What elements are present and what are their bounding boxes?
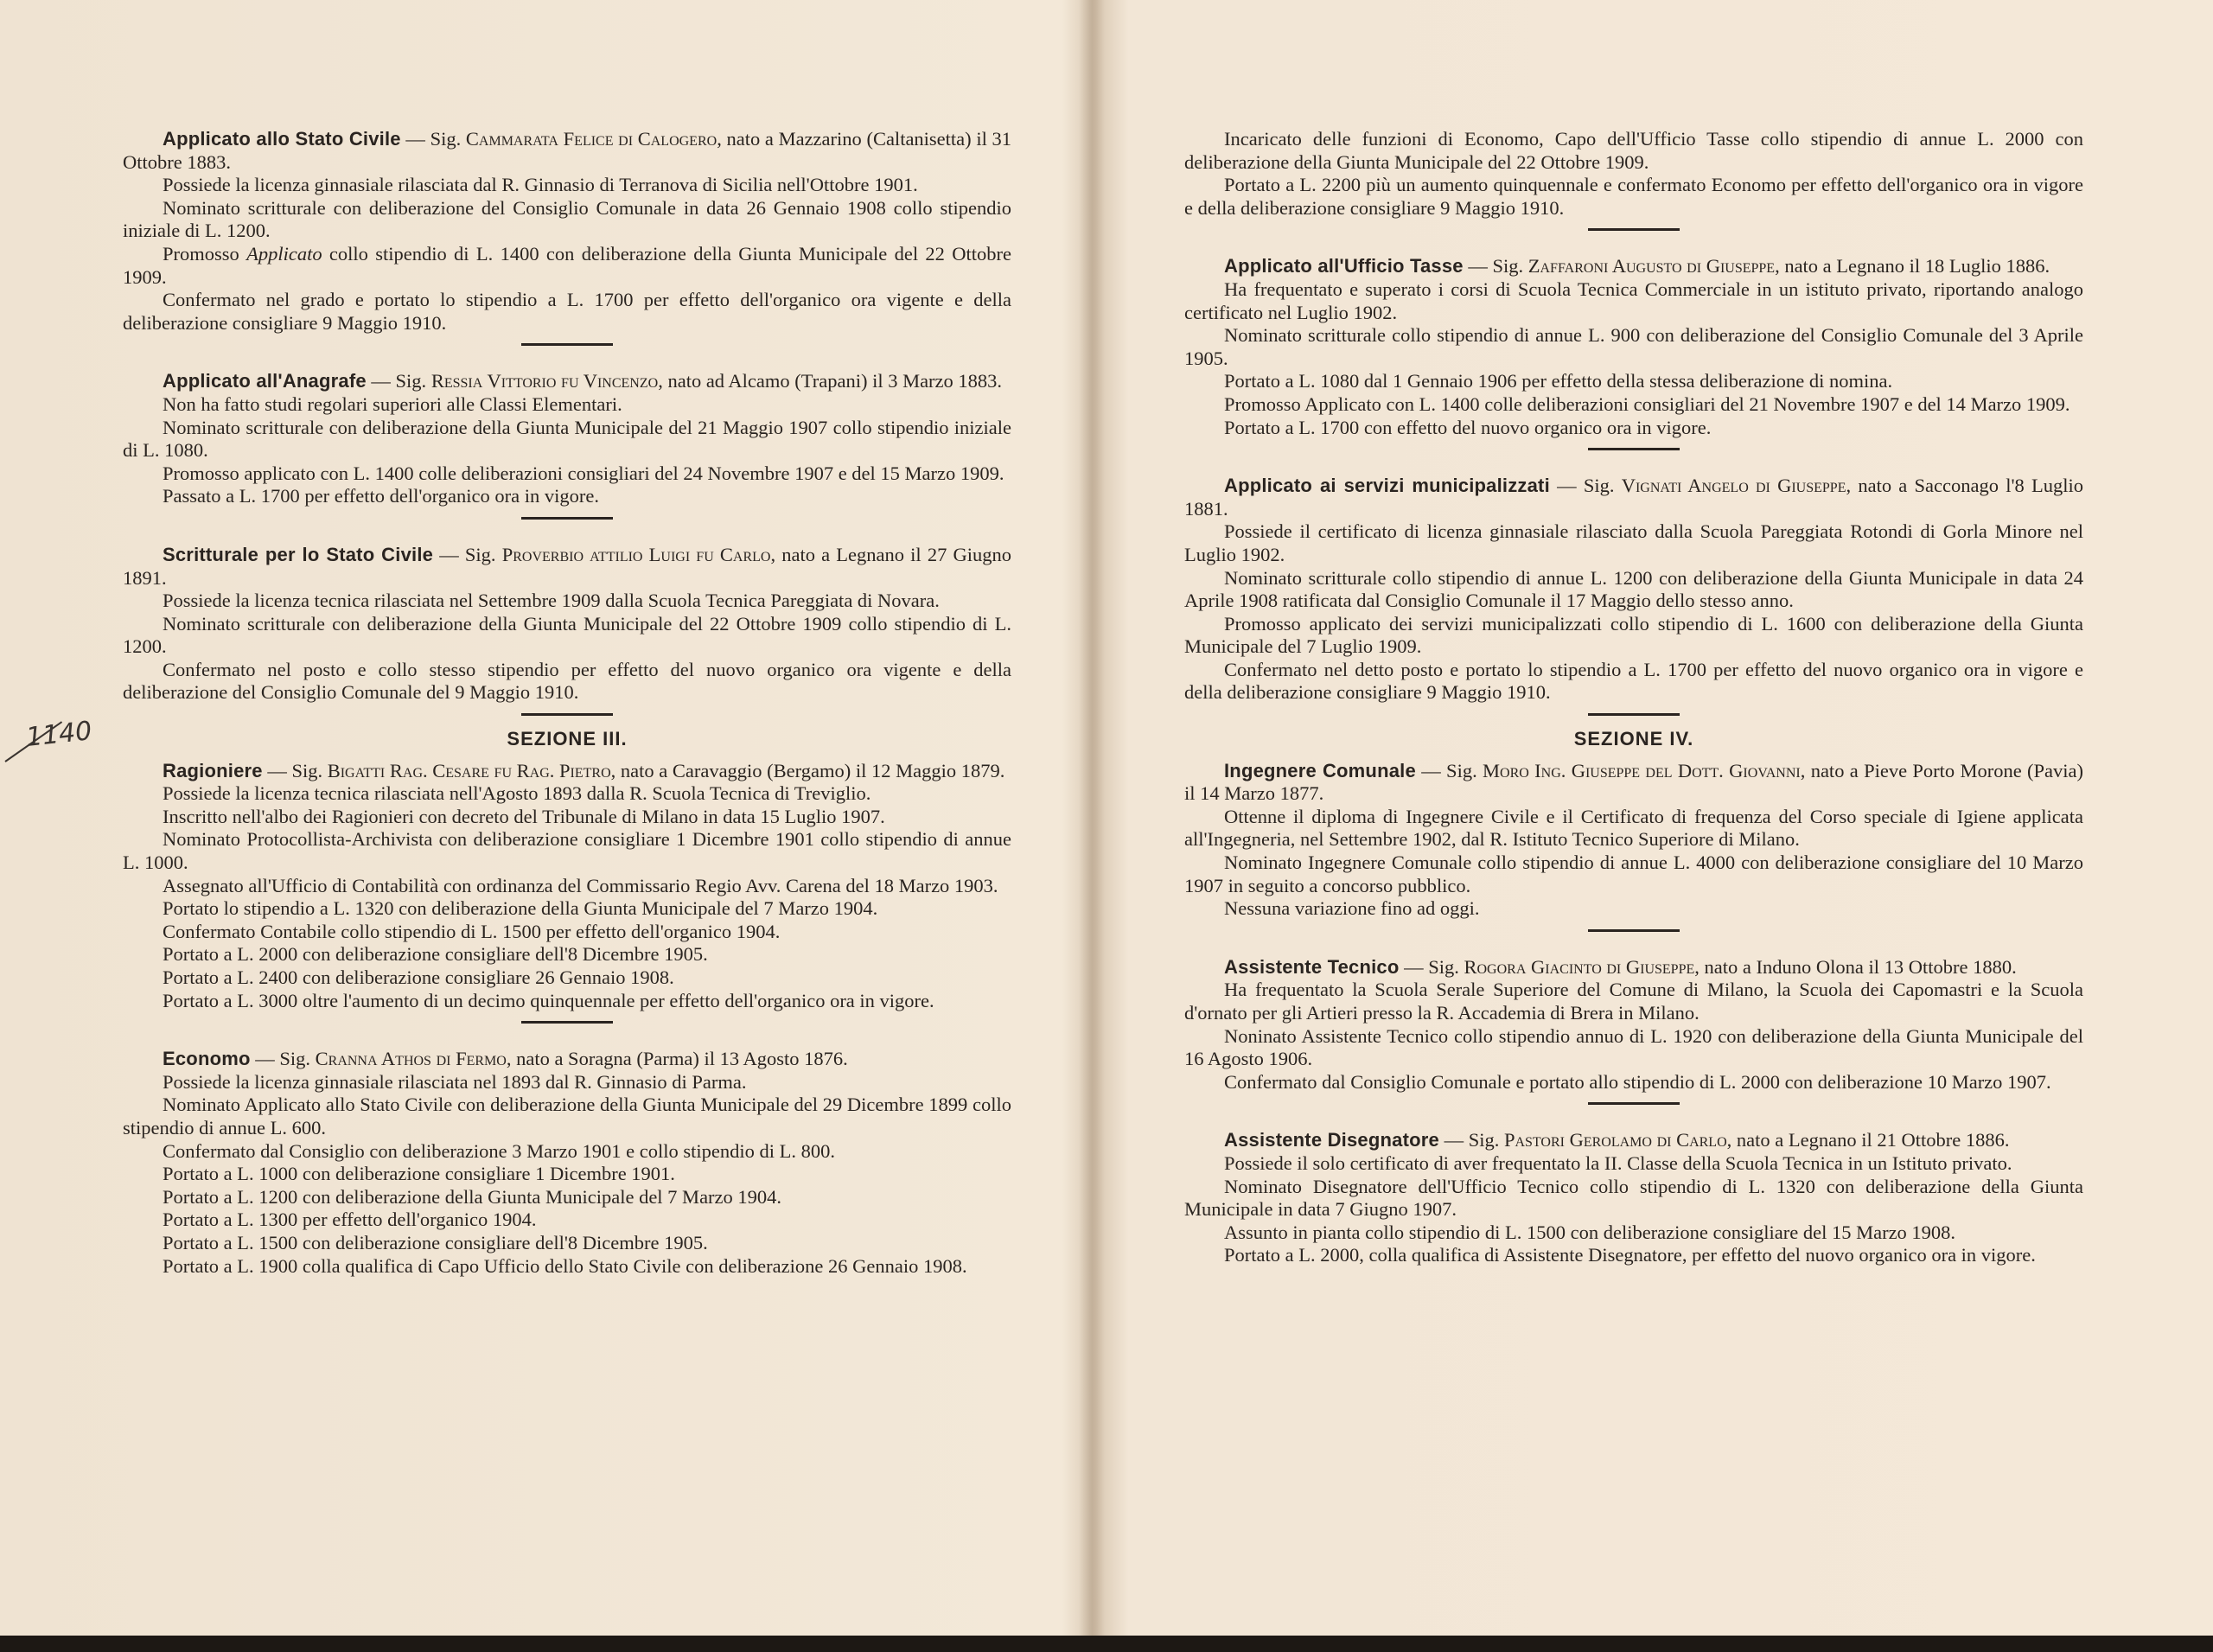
handwritten-margin-note: 1140 (24, 716, 93, 753)
paragraph: Portato a L. 1200 con deliberazione della Giunta Municipale del 7 Marzo 1904. (163, 1185, 782, 1208)
right-column (1184, 128, 2083, 1267)
paragraph: Nominato Applicato allo Stato Civile con deliberazione della Giunta Municipale del 29 Dicembre 1899 collo stipendio di annue L. 600. (123, 1094, 1011, 1139)
entry-applicato-anagrafe: Applicato all'Anagrafe — Sig. Ressia Vittorio fu Vincenzo, nato ad Alcamo (Trapani) il 3 Marzo 1883. Non ha fatto studi regolari superiori alle Classi Elementari. Nominato scritturale con deliberazione della Giunta Municipale del 21 Maggio 1907 collo stipendio iniziale di L. 1080. Promosso applicato con L. 1400 colle deliberazioni consigliari del 24 Novembre 1907 e del 15 Marzo 1909. Passato a L. 1700 per effetto dell'organico ora in vigore. (123, 370, 1011, 507)
paragraph: Ottenne il diploma di Ingegnere Civile e il Certificato di frequenza del Corso speciale di Igiene applicata all'Ingegneria, nel Settembre 1902, dal R. Istituto Tecnico Superiore di Milano. (1184, 805, 2083, 851)
entry-applicato-stato-civile: Applicato allo Stato Civile — Sig. Cammarata Felice di Calogero, nato a Mazzarino (Caltanisetta) il 31 Ottobre 1883. Possiede la licenza ginnasiale rilasciata dal R. Ginnasio di Terranova di Sicilia nell'Ottobre 1901. Nominato scritturale con deliberazione del Consiglio Comunale in data 26 Gennaio 1908 collo stipendio iniziale di L. 1200. Promosso Applicato collo stipendio di L. 1400 con deliberazione della Giunta Municipale del 22 Ottobre 1909. Confermato nel grado e portato lo stipendio a L. 1700 per effetto dell'organico ora vigente e della deliberazione consigliare 9 Maggio 1910. (123, 128, 1012, 334)
paragraph: Portato lo stipendio a L. 1320 con deliberazione della Giunta Municipale del 7 Marzo 1904. (163, 897, 878, 920)
entry-heading: Ragioniere (163, 759, 263, 781)
paragraph: Assunto in pianta collo stipendio di L. 1500 con deliberazione consigliare del 15 Marzo 1908. (1224, 1221, 1956, 1243)
entry-scritturale-stato-civile: Scritturale per lo Stato Civile — Sig. Proverbio attilio Luigi fu Carlo, nato a Legnano il 27 Giugno 1891. Possiede la licenza tecnica rilasciata nel Settembre 1909 dalla Scuola Tecnica Pareggiata di Novara. Nominato scritturale con deliberazione della Giunta Municipale del 22 Ottobre 1909 collo stipendio di L. 1200. Confermato nel posto e collo stesso stipendio per effetto del nuovo organico ora vigente e della deliberazione del Consiglio Comunale del 9 Maggio 1910. (123, 543, 1012, 704)
entry-heading: Assistente Disegnatore (1224, 1129, 1439, 1151)
paragraph: Nessuna variazione fino ad oggi. (1224, 897, 1480, 920)
paragraph: Nominato scritturale collo stipendio di annue L. 900 con deliberazione del Consiglio Comunale del 3 Aprile 1905. (1184, 324, 2083, 369)
paragraph: Possiede la licenza ginnasiale rilasciata dal R. Ginnasio di Terranova di Sicilia nell'Ottobre 1901. (163, 174, 918, 196)
paragraph: Nominato scritturale con deliberazione del Consiglio Comunale in data 26 Gennaio 1908 collo stipendio iniziale di L. 1200. (123, 196, 1011, 242)
entry-ingegnere-comunale: Ingegnere Comunale — Sig. Moro Ing. Giuseppe del Dott. Giovanni, nato a Pieve Porto Morone (Pavia) il 14 Marzo 1877. Ottenne il diploma di Ingegnere Civile e il Certificato di frequenza del Corso speciale di Igiene applicata all'Ingegneria, nel Settembre 1902, dal R. Istituto Tecnico Superiore di Milano. Nominato Ingegnere Comunale collo stipendio di annue L. 4000 con deliberazione consigliare del 10 Marzo 1907 in seguito a concorso pubblico. Nessuna variazione fino ad oggi. (1184, 759, 2084, 920)
right-page (1091, 0, 2213, 1634)
person-name: Zaffaroni Augusto di Giuseppe (1527, 255, 1776, 277)
person-name: Pastori Gerolamo di Carlo (1503, 1129, 1727, 1151)
person-name: Vignati Angelo di Giuseppe (1621, 475, 1846, 497)
paragraph: Possiede la licenza tecnica rilasciata nell'Agosto 1893 dalla R. Scuola Tecnica di Treviglio. (163, 782, 871, 805)
paragraph: Nominato Ingegnere Comunale collo stipendio di annue L. 4000 con deliberazione consigliare del 10 Marzo 1907 in seguito a concorso pubblico. (1184, 852, 2083, 896)
entry-heading: Applicato allo Stato Civile (163, 128, 401, 150)
paragraph: Portato a L. 1700 con effetto del nuovo organico ora in vigore. (1224, 416, 1712, 438)
paragraph: Confermato Contabile collo stipendio di L. 1500 per effetto dell'organico 1904. (163, 920, 781, 942)
paragraph: Possiede il certificato di licenza ginnasiale rilasciato dalla Scuola Pareggiata Rotondi di Gorla Minore nel Luglio 1902. (1184, 520, 2083, 565)
entry-heading: Applicato all'Ufficio Tasse (1224, 255, 1464, 277)
entry-heading: Scritturale per lo Stato Civile (163, 543, 434, 565)
entry-assistente-disegnatore: Assistente Disegnatore — Sig. Pastori Gerolamo di Carlo, nato a Legnano il 21 Ottobre 1886. Possiede il solo certificato di aver frequentato la II. Classe della Scuola Tecnica in un Istituto privato. Nominato Disegnatore dell'Ufficio Tecnico collo stipendio di L. 1320 con deliberazione della Giunta Municipale in data 7 Giugno 1907. Assunto in pianta collo stipendio di L. 1500 con deliberazione consigliare del 15 Marzo 1908. Portato a L. 2000, colla qualifica di Assistente Disegnatore, per effetto del nuovo organico ora in vigore. (1184, 1129, 2083, 1266)
person-name: Bigatti Rag. Cesare fu Rag. Pietro (327, 759, 611, 781)
person-name: Cranna Athos di Fermo (315, 1048, 507, 1070)
paragraph: Portato a L. 2000 con deliberazione consigliare dell'8 Dicembre 1905. (163, 943, 708, 966)
paragraph: Inscritto nell'albo dei Ragionieri con decreto del Tribunale di Milano in data 15 Luglio 1907. (163, 805, 885, 827)
paragraph: Nominato scritturale con deliberazione della Giunta Municipale del 22 Ottobre 1909 collo stipendio di L. 1200. (123, 612, 1011, 658)
divider-rule (521, 343, 613, 346)
left-page (0, 0, 1091, 1634)
entry-heading: Applicato ai servizi municipalizzati (1224, 475, 1550, 497)
paragraph: Confermato dal Consiglio con deliberazione 3 Marzo 1901 e collo stipendio di L. 800. (163, 1139, 835, 1162)
divider-rule (521, 713, 613, 716)
paragraph: Promosso Applicato con L. 1400 colle deliberazioni consigliari del 21 Novembre 1907 e del 14 Marzo 1909. (1224, 392, 2070, 415)
paragraph: Promosso applicato dei servizi municipalizzati collo stipendio di L. 1600 con deliberazione della Giunta Municipale del 7 Luglio 1909. (1184, 612, 2083, 658)
paragraph: Possiede il solo certificato di aver frequentato la II. Classe della Scuola Tecnica in un Istituto privato. (1224, 1151, 2012, 1174)
paragraph: Portato a L. 3000 oltre l'aumento di un decimo quinquennale per effetto dell'organico ora in vigore. (163, 989, 934, 1011)
paragraph: Nominato scritturale collo stipendio di annue L. 1200 con deliberazione della Giunta Municipale in data 24 Aprile 1908 ratificata dal Consiglio Comunale il 17 Maggio dello stesso anno. (1184, 566, 2083, 612)
entry-heading: Applicato all'Anagrafe (163, 370, 367, 392)
paragraph: Nominato Protocollista-Archivista con deliberazione consigliare 1 Dicembre 1901 collo stipendio di annue L. 1000. (123, 828, 1011, 874)
left-column (123, 128, 1011, 1278)
paragraph: Portato a L. 1900 colla qualifica di Capo Ufficio dello Stato Civile con deliberazione 26 Gennaio 1908. (163, 1254, 967, 1277)
entry-heading: Economo (163, 1048, 251, 1070)
person-name: Ressia Vittorio fu Vincenzo (430, 370, 659, 392)
paragraph: Non ha fatto studi regolari superiori alle Classi Elementari. (163, 392, 622, 415)
paragraph: Confermato nel grado e portato lo stipendio a L. 1700 per effetto dell'organico ora vigente e della deliberazione consigliare 9 Maggio 1910. (123, 289, 1011, 334)
paragraph: Portato a L. 2400 con deliberazione consigliare 26 Gennaio 1908. (163, 966, 674, 988)
entry-assistente-tecnico: Assistente Tecnico — Sig. Rogora Giacinto di Giuseppe, nato a Induno Olona il 13 Ottobre 1880. Ha frequentato la Scuola Serale Superiore del Comune di Milano, la Scuola dei Capomastri e la Scuola d'ornato per gli Artieri presso la R. Accademia di Brera in Milano. Noninato Assistente Tecnico collo stipendio annuo di L. 1920 con deliberazione della Giunta Municipale del 16 Agosto 1906. Confermato dal Consiglio Comunale e portato allo stipendio di L. 2000 con deliberazione 10 Marzo 1907. (1184, 955, 2083, 1093)
paragraph: Promosso Applicato collo stipendio di L. 1400 con deliberazione della Giunta Municipale del 22 Ottobre 1909. (123, 242, 1011, 288)
paragraph: Nominato Disegnatore dell'Ufficio Tecnico collo stipendio di L. 1320 con deliberazione della Giunta Municipale in data 7 Giugno 1907. (1184, 1175, 2083, 1221)
divider-rule (521, 1021, 613, 1024)
divider-rule (1588, 713, 1680, 716)
person-name: Proverbio attilio Luigi fu Carlo (501, 543, 771, 565)
section-heading: SEZIONE III. (507, 728, 628, 750)
paragraph: Confermato dal Consiglio Comunale e portato allo stipendio di L. 2000 con deliberazione 10 Marzo 1907. (1224, 1070, 2051, 1093)
divider-rule (1588, 929, 1680, 932)
paragraph: Portato a L. 1000 con deliberazione consigliare 1 Dicembre 1901. (163, 1163, 675, 1185)
entry-applicato-ufficio-tasse: Applicato all'Ufficio Tasse — Sig. Zaffaroni Augusto di Giuseppe, nato a Legnano il 18 Luglio 1886. Ha frequentato e superato i corsi di Scuola Tecnica Commerciale in un istituto privato, riportando analogo certificato nel Luglio 1902. Nominato scritturale collo stipendio di annue L. 900 con deliberazione del Consiglio Comunale del 3 Aprile 1905. Portato a L. 1080 dal 1 Gennaio 1906 per effetto della stessa deliberazione di nomina. Promosso Applicato con L. 1400 colle deliberazioni consigliari del 21 Novembre 1907 e del 14 Marzo 1909. Portato a L. 1700 con effetto del nuovo organico ora in vigore. (1184, 255, 2083, 438)
divider-rule (1588, 448, 1680, 450)
paragraph: Confermato nel posto e collo stesso stipendio per effetto del nuovo organico ora vigente e della deliberazione del Consiglio Comunale del 9 Maggio 1910. (123, 658, 1011, 704)
paragraph: Noninato Assistente Tecnico collo stipendio annuo di L. 1920 con deliberazione della Giunta Municipale del 16 Agosto 1906. (1184, 1024, 2083, 1070)
entry-economo: Economo — Sig. Cranna Athos di Fermo, nato a Soragna (Parma) il 13 Agosto 1876. Possiede la licenza ginnasiale rilasciata nel 1893 dal R. Ginnasio di Parma. Nominato Applicato allo Stato Civile con deliberazione della Giunta Municipale del 29 Dicembre 1899 collo stipendio di annue L. 600. Confermato dal Consiglio con deliberazione 3 Marzo 1901 e collo stipendio di L. 800. Portato a L. 1000 con deliberazione consigliare 1 Dicembre 1901. Portato a L. 1200 con deliberazione della Giunta Municipale del 7 Marzo 1904. Portato a L. 1300 per effetto dell'organico 1904. Portato a L. 1500 con deliberazione consigliare dell'8 Dicembre 1905. Portato a L. 1900 colla qualifica di Capo Ufficio dello Stato Civile con deliberazione 26 Gennaio 1908. (123, 1048, 1011, 1277)
paragraph: Nominato scritturale con deliberazione della Giunta Municipale del 21 Maggio 1907 collo stipendio iniziale di L. 1080. (123, 416, 1011, 462)
entry-heading: Ingegnere Comunale (1224, 759, 1416, 781)
paragraph: Promosso applicato con L. 1400 colle deliberazioni consigliari del 24 Novembre 1907 e del 15 Marzo 1909. (163, 462, 1004, 484)
paragraph: Passato a L. 1700 per effetto dell'organico ora in vigore. (163, 485, 599, 507)
paragraph: Possiede la licenza tecnica rilasciata nel Settembre 1909 dalla Scuola Tecnica Pareggiata di Novara. (163, 590, 940, 612)
paragraph: Ha frequentato e superato i corsi di Scuola Tecnica Commerciale in un istituto privato, riportando analogo certificato nel Luglio 1902. (1184, 277, 2083, 323)
paragraph: Ha frequentato la Scuola Serale Superiore del Comune di Milano, la Scuola dei Capomastri e la Scuola d'ornato per gli Artieri presso la R. Accademia di Brera in Milano. (1184, 979, 2083, 1024)
person-name: Rogora Giacinto di Giuseppe (1464, 955, 1695, 978)
paragraph: Incaricato delle funzioni di Economo, Capo dell'Ufficio Tasse collo stipendio di annue L. 2000 con deliberazione della Giunta Municipale del 22 Ottobre 1909. (1184, 128, 2083, 173)
scan-bottom-edge (0, 1636, 2213, 1652)
paragraph: Possiede la licenza ginnasiale rilasciata nel 1893 dal R. Ginnasio di Parma. (163, 1070, 747, 1093)
paragraph: Portato a L. 1080 dal 1 Gennaio 1906 per effetto della stessa deliberazione di nomina. (1224, 370, 1893, 392)
entry-economo-continued (1184, 128, 2083, 220)
person-name: Cammarata Felice di Calogero (465, 128, 717, 150)
divider-rule (1588, 1102, 1680, 1105)
paragraph: Assegnato all'Ufficio di Contabilità con ordinanza del Commissario Regio Avv. Carena del 18 Marzo 1903. (163, 874, 998, 896)
entry-heading: Assistente Tecnico (1224, 955, 1400, 978)
paragraph: Portato a L. 2000, colla qualifica di Assistente Disegnatore, per effetto del nuovo organico ora in vigore. (1224, 1244, 2036, 1266)
paragraph: Portato a L. 1500 con deliberazione consigliare dell'8 Dicembre 1905. (163, 1231, 708, 1253)
divider-rule (1588, 228, 1680, 231)
person-name: Moro Ing. Giuseppe del Dott. Giovanni (1483, 759, 1801, 781)
entry-applicato-servizi-municipalizzati: Applicato ai servizi municipalizzati — Sig. Vignati Angelo di Giuseppe, nato a Sacconago l'8 Luglio 1881. Possiede il certificato di licenza ginnasiale rilasciato dalla Scuola Pareggiata Rotondi di Gorla Minore nel Luglio 1902. Nominato scritturale collo stipendio di annue L. 1200 con deliberazione della Giunta Municipale in data 24 Aprile 1908 ratificata dal Consiglio Comunale il 17 Maggio dello stesso anno. Promosso applicato dei servizi municipalizzati collo stipendio di L. 1600 con deliberazione della Giunta Municipale del 7 Luglio 1909. Confermato nel detto posto e portato lo stipendio a L. 1700 per effetto del nuovo organico ora in vigore e della deliberazione consigliare 9 Maggio 1910. (1184, 475, 2084, 704)
paragraph: Portato a L. 2200 più un aumento quinquennale e confermato Economo per effetto dell'organico ora in vigore e della deliberazione consigliare 9 Maggio 1910. (1184, 174, 2083, 219)
section-heading: SEZIONE IV. (1573, 728, 1694, 750)
paragraph: Portato a L. 1300 per effetto dell'organico 1904. (163, 1209, 537, 1231)
divider-rule (521, 517, 613, 520)
entry-ragioniere: Ragioniere — Sig. Bigatti Rag. Cesare fu Rag. Pietro, nato a Caravaggio (Bergamo) il 12 Maggio 1879. Possiede la licenza tecnica rilasciata nell'Agosto 1893 dalla R. Scuola Tecnica di Treviglio. Inscritto nell'albo dei Ragionieri con decreto del Tribunale di Milano in data 15 Luglio 1907. Nominato Protocollista-Archivista con deliberazione consigliare 1 Dicembre 1901 collo stipendio di annue L. 1000. Assegnato all'Ufficio di Contabilità con ordinanza del Commissario Regio Avv. Carena del 18 Marzo 1903. Portato lo stipendio a L. 1320 con deliberazione della Giunta Municipale del 7 Marzo 1904. Confermato Contabile collo stipendio di L. 1500 per effetto dell'organico 1904. Portato a L. 2000 con deliberazione consigliare dell'8 Dicembre 1905. Portato a L. 2400 con deliberazione consigliare 26 Gennaio 1908. Portato a L. 3000 oltre l'aumento di un decimo quinquennale per effetto dell'organico ora in vigore. (123, 759, 1011, 1011)
paragraph: Confermato nel detto posto e portato lo stipendio a L. 1700 per effetto del nuovo organico ora in vigore e della deliberazione consigliare 9 Maggio 1910. (1184, 658, 2083, 704)
